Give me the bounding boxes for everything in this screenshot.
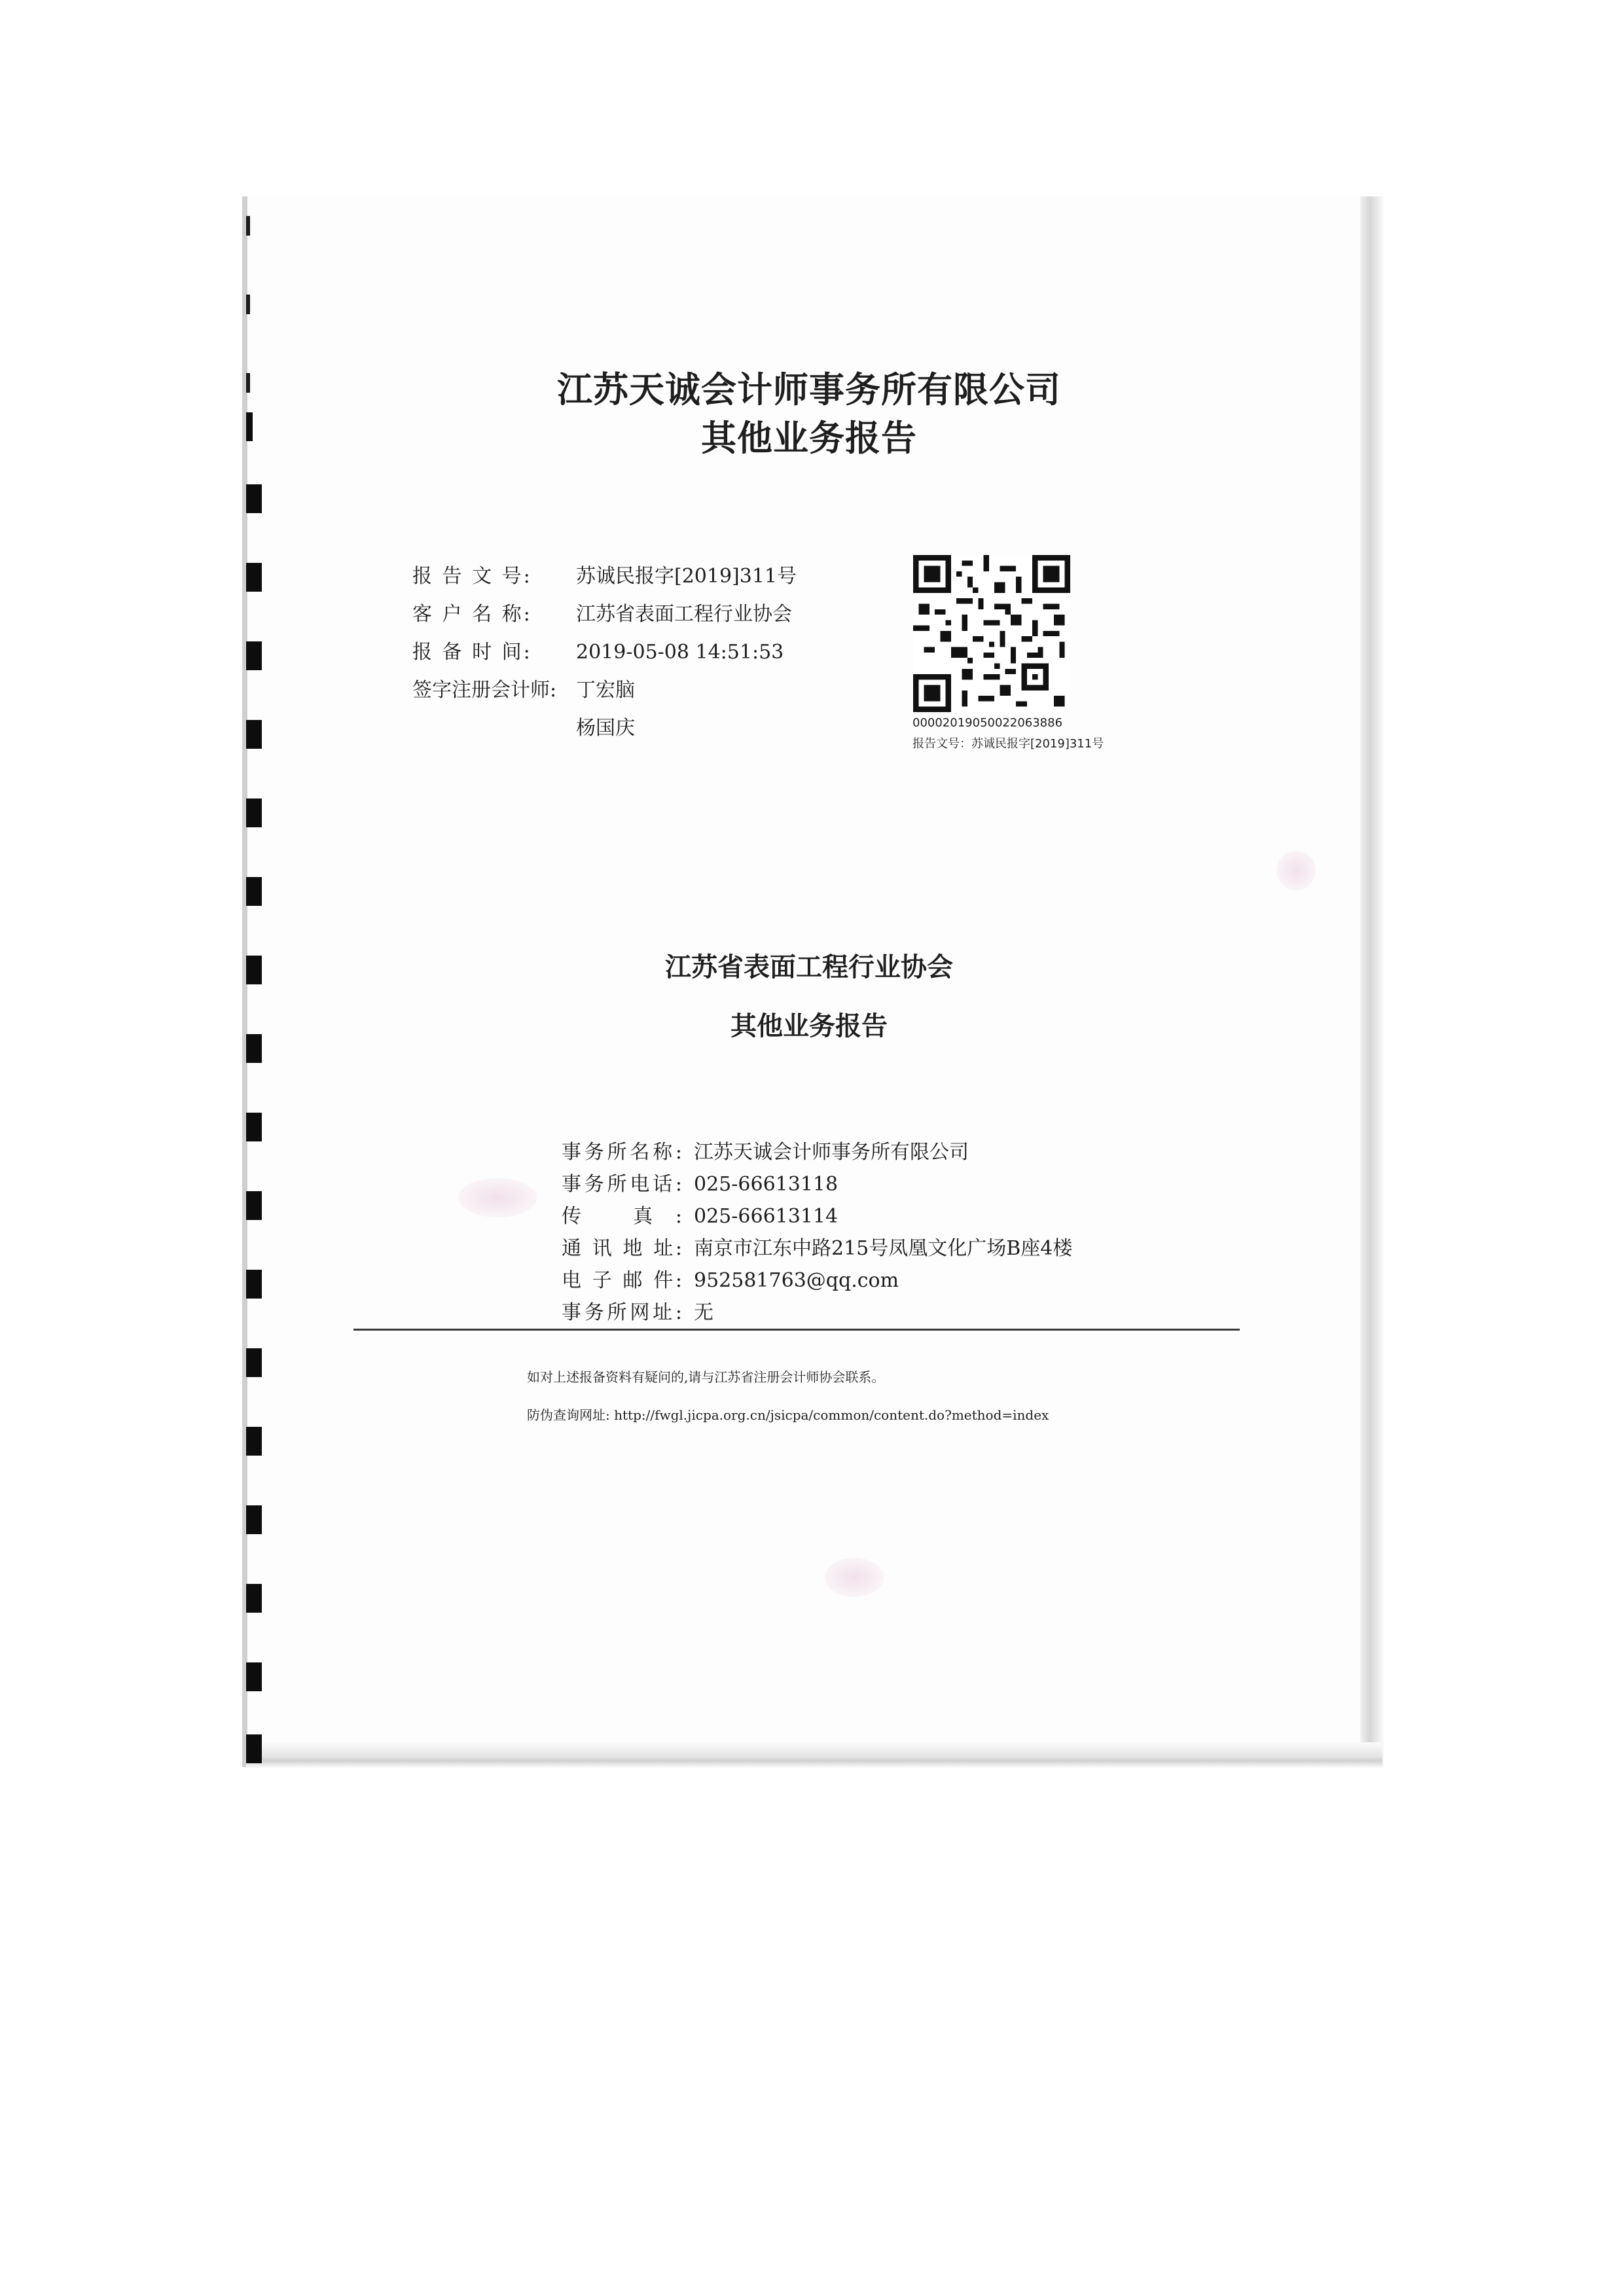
firm-name-value: 江苏天诚会计师事务所有限公司 <box>694 1141 969 1164</box>
signer-2: 杨国庆 <box>576 717 635 740</box>
sheet-bottom-edge <box>246 1742 1382 1768</box>
firm-email-label: 电 子 邮 件: <box>562 1269 682 1292</box>
contact-notice: 如对上述报备资料有疑问的,请与江苏省注册会计师协会联系。 <box>527 1369 885 1385</box>
document-title: 其他业务报告 <box>701 417 917 459</box>
firm-email-value: 952581763@qq.com <box>694 1269 899 1292</box>
client-value: 江苏省表面工程行业协会 <box>576 603 792 626</box>
scan-smudge <box>1276 851 1316 890</box>
firm-name-title: 江苏天诚会计师事务所有限公司 <box>557 368 1061 410</box>
signer-row <box>412 673 635 702</box>
scan-smudge <box>825 1558 884 1597</box>
firm-phone-value: 025-66613118 <box>694 1173 839 1196</box>
scan-smudge <box>458 1178 537 1217</box>
firm-phone-row <box>562 1168 838 1196</box>
firm-address-label: 通 讯 地 址: <box>562 1237 682 1260</box>
firm-address-value: 南京市江东中路215号凤凰文化广场B座4楼 <box>694 1237 1073 1260</box>
client-row <box>412 598 792 626</box>
firm-fax-label: 传 真: <box>562 1205 682 1228</box>
signer-row-2 <box>412 711 635 740</box>
firm-phone-label: 事务所电话: <box>562 1173 682 1196</box>
firm-website-row <box>562 1296 713 1325</box>
firm-website-value: 无 <box>694 1301 713 1324</box>
firm-fax-value: 025-66613114 <box>694 1205 839 1228</box>
signer-1: 丁宏脑 <box>576 679 635 702</box>
client-subtitle: 其他业务报告 <box>731 1011 888 1041</box>
firm-name-row <box>562 1136 969 1164</box>
report-number-row <box>412 560 797 588</box>
filing-time-row <box>412 636 784 664</box>
firm-address-row <box>562 1232 1072 1261</box>
signer-label: 签字注册会计师: <box>412 679 557 702</box>
filing-time-label: 报 备 时 间: <box>412 641 532 664</box>
client-label: 客 户 名 称: <box>412 603 532 626</box>
qr-code-number: 00002019050022063886 <box>912 716 1063 730</box>
firm-email-row <box>562 1264 899 1293</box>
divider-line <box>353 1329 1240 1331</box>
firm-fax-row <box>562 1200 838 1229</box>
filing-time-value: 2019-05-08 14:51:53 <box>576 641 784 664</box>
report-number-value: 苏诚民报字[2019]311号 <box>576 565 797 588</box>
qr-code <box>913 555 1070 712</box>
firm-name-label: 事务所名称: <box>562 1141 682 1164</box>
qr-caption: 报告文号：苏诚民报字[2019]311号 <box>912 737 1104 751</box>
verify-label: 防伪查询网址: <box>527 1407 610 1423</box>
client-heading: 江苏省表面工程行业协会 <box>665 952 953 982</box>
verify-url: http://fwgl.jicpa.org.cn/jsicpa/common/content.do?method=index <box>614 1407 1049 1423</box>
report-number-label: 报 告 文 号: <box>412 565 532 588</box>
verify-row <box>527 1405 1049 1424</box>
firm-website-label: 事务所网址: <box>562 1301 682 1324</box>
